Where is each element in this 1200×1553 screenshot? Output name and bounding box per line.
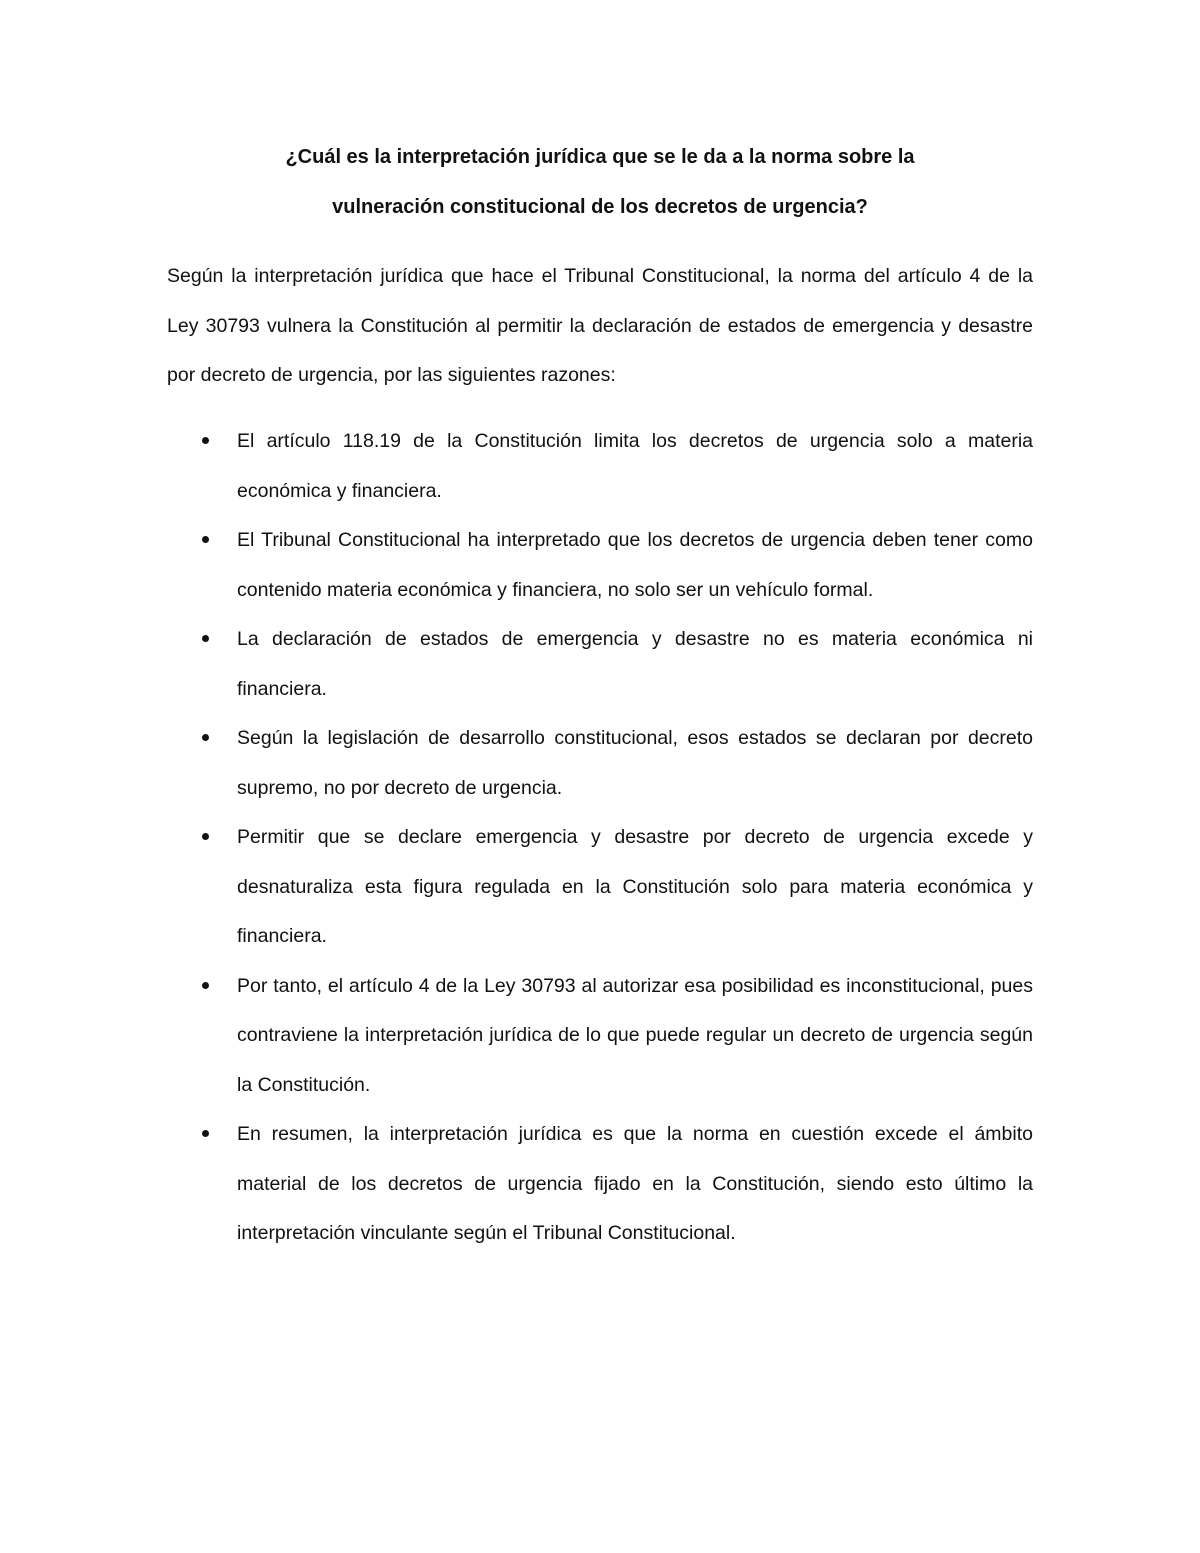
list-item-text: En resumen, la interpretación jurídica es que la norma en cuestión excede el ámbito material de los decretos de urgencia fijado en la Constitución, siendo esto último la interpretación vinculante según el Tribunal Constitucional. xyxy=(237,1123,1033,1244)
title-line-1: ¿Cuál es la interpretación jurídica que se le da a la norma sobre la xyxy=(285,146,915,168)
bullet-icon xyxy=(202,982,209,989)
list-item-text: La declaración de estados de emergencia y desastre no es materia económica ni financiera. xyxy=(237,628,1033,700)
bullet-icon xyxy=(202,734,209,741)
bullet-icon xyxy=(202,1130,209,1137)
bullet-icon xyxy=(202,635,209,642)
list-item xyxy=(167,516,1033,615)
bullet-icon xyxy=(202,437,209,444)
reasons-list xyxy=(167,417,1033,1259)
list-item xyxy=(167,615,1033,714)
intro-paragraph: Según la interpretación jurídica que hace el Tribunal Constitucional, la norma del artículo 4 de la Ley 30793 vulnera la Constitución al permitir la declaración de estados de emergencia y desastre por decreto de urgencia, por las siguientes razones: xyxy=(167,265,1033,386)
list-item xyxy=(167,1110,1033,1259)
list-item xyxy=(167,962,1033,1111)
title-line-2: vulneración constitucional de los decretos de urgencia? xyxy=(332,196,868,218)
list-item xyxy=(167,813,1033,962)
list-item xyxy=(167,417,1033,516)
list-item-text: Por tanto, el artículo 4 de la Ley 30793 al autorizar esa posibilidad es inconstitucional, pues contraviene la interpretación jurídica de lo que puede regular un decreto de urgencia según la Constitución. xyxy=(237,974,1033,1096)
bullet-icon xyxy=(202,833,209,840)
document-title xyxy=(167,132,1033,232)
list-item-text: El artículo 118.19 de la Constitución limita los decretos de urgencia solo a materia económica y financiera. xyxy=(237,430,1033,502)
list-item xyxy=(167,714,1033,813)
list-item-text: Permitir que se declare emergencia y desastre por decreto de urgencia excede y desnaturaliza esta figura regulada en la Constitución solo para materia económica y financiera. xyxy=(237,826,1033,947)
list-item-text: Según la legislación de desarrollo constitucional, esos estados se declaran por decreto supremo, no por decreto de urgencia. xyxy=(237,727,1033,799)
list-item-text: El Tribunal Constitucional ha interpretado que los decretos de urgencia deben tener como contenido materia económica y financiera, no solo ser un vehículo formal. xyxy=(237,529,1033,601)
bullet-icon xyxy=(202,536,209,543)
